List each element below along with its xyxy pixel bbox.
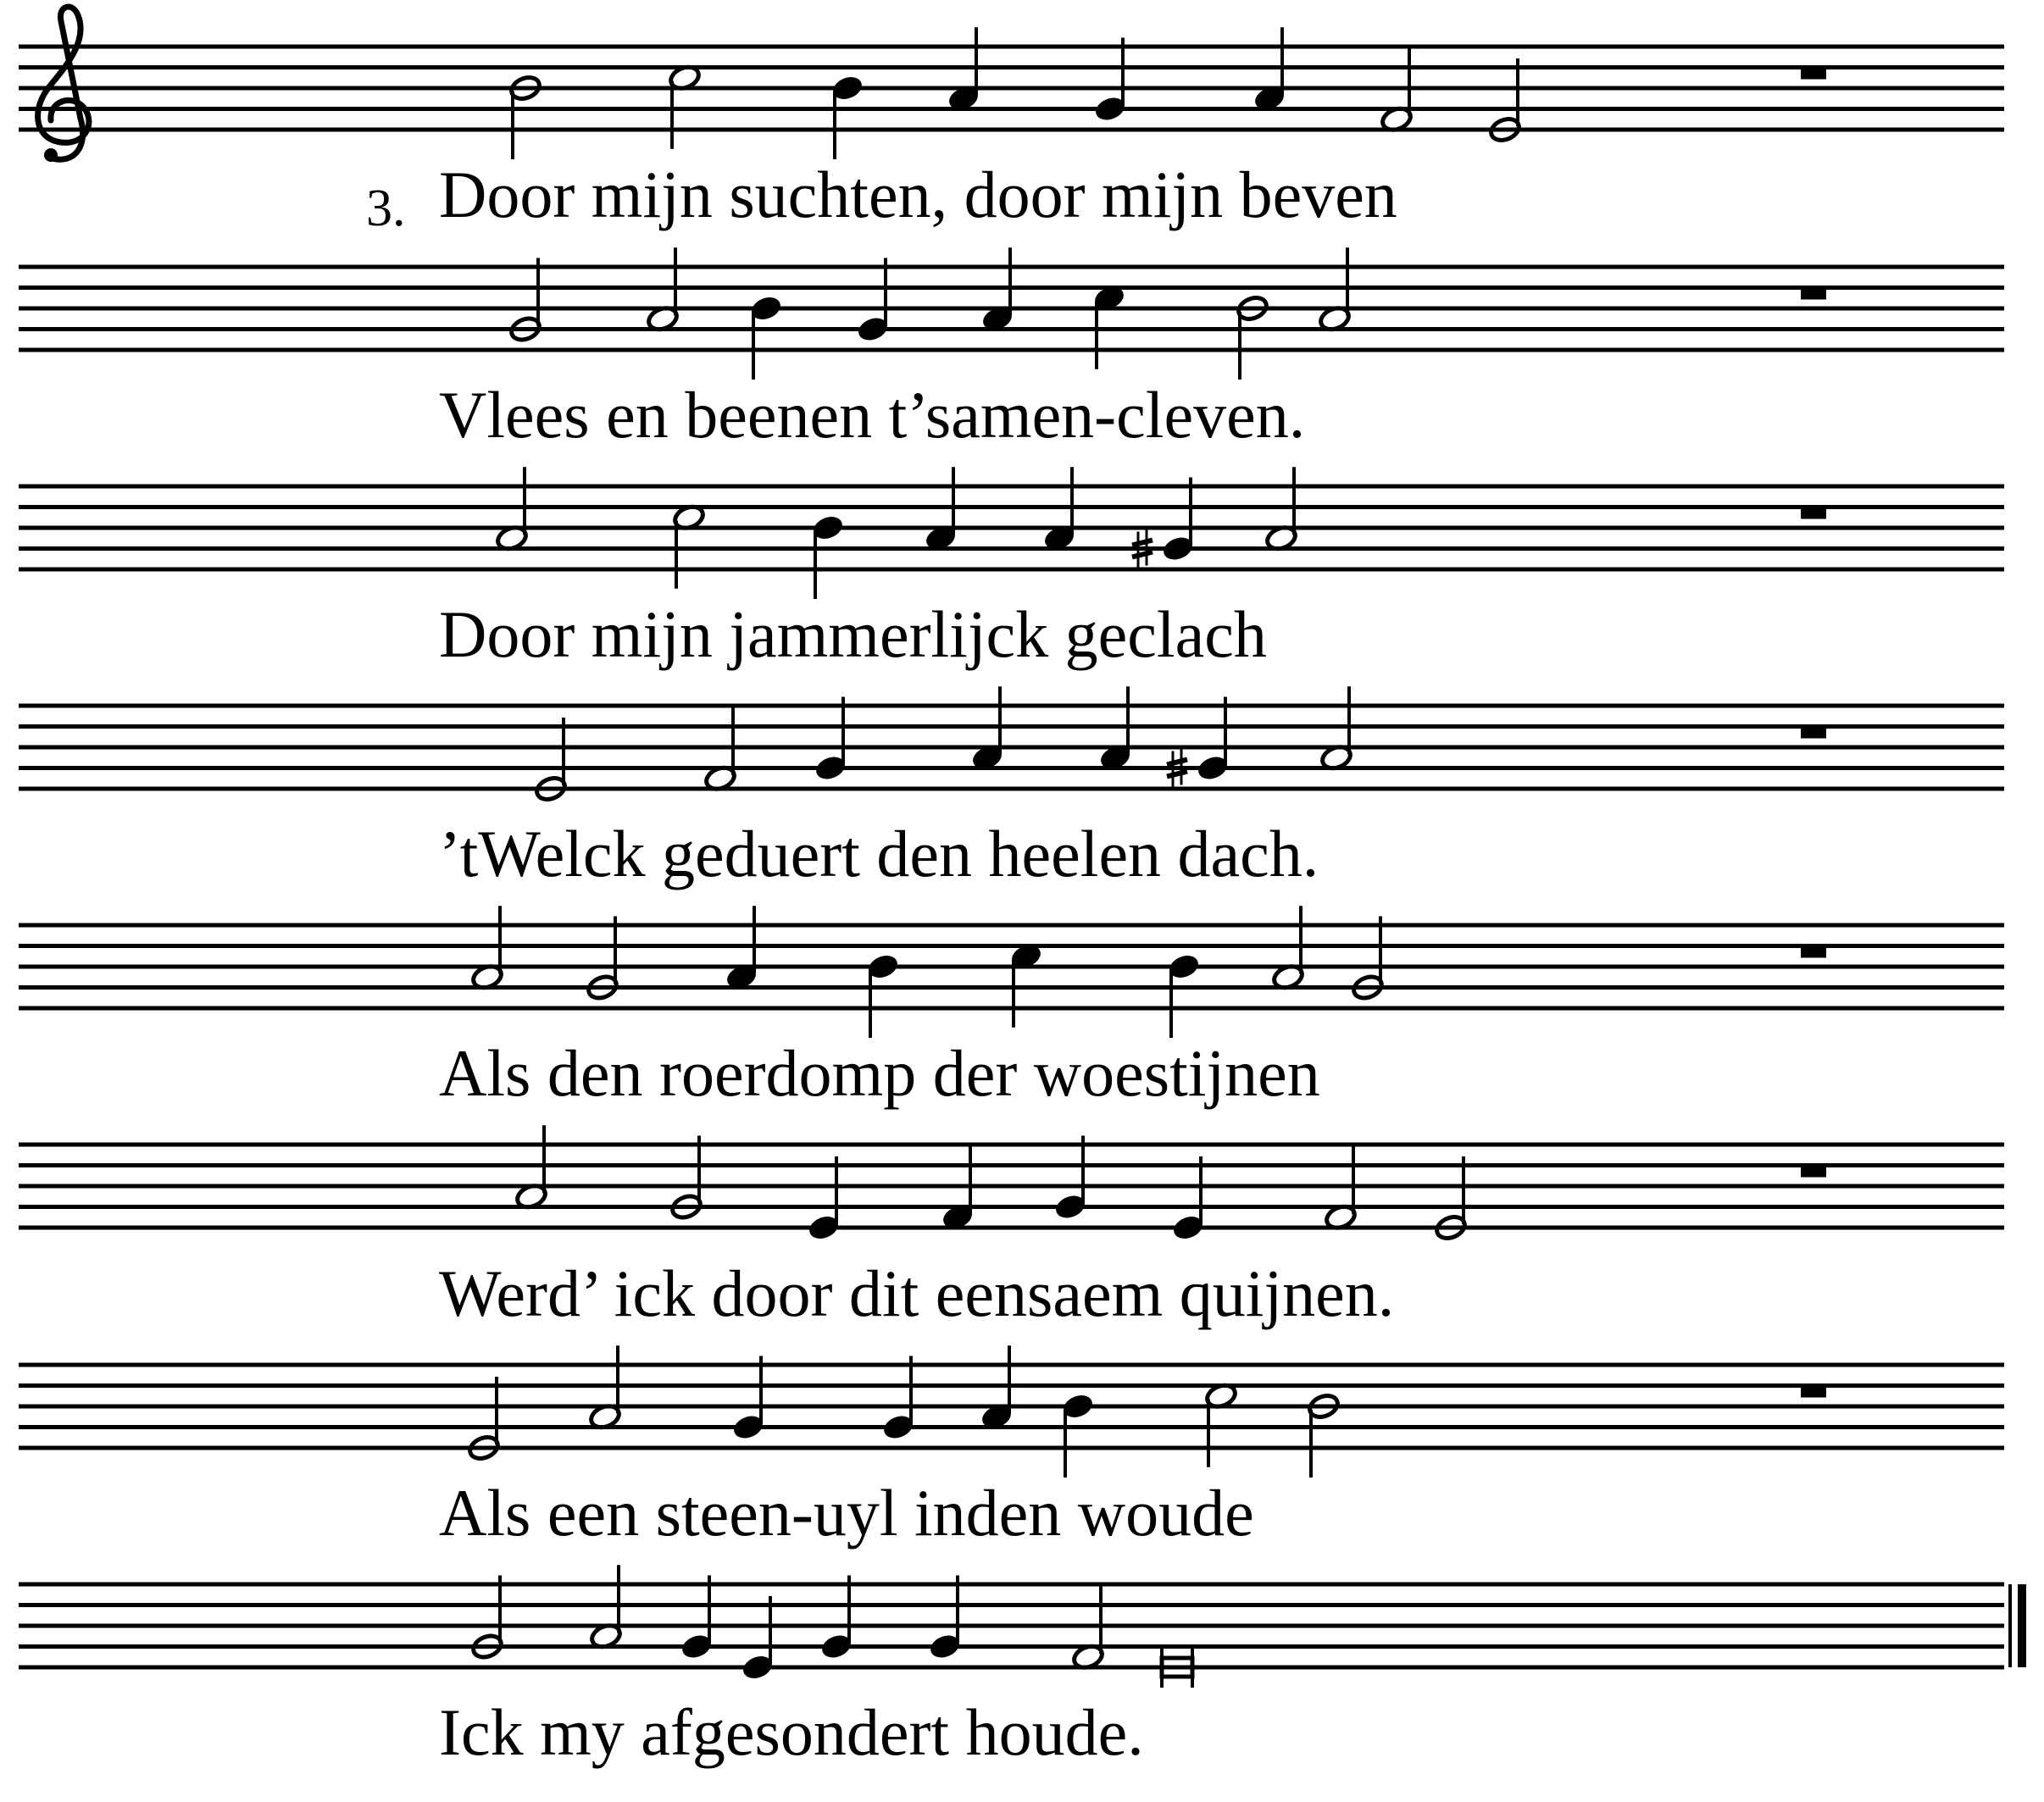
staff	[19, 1365, 2004, 1448]
note	[589, 1565, 623, 1650]
note	[866, 952, 900, 1038]
sharp-icon	[1132, 541, 1153, 546]
note	[1132, 478, 1195, 569]
note	[749, 294, 783, 380]
rest-icon	[1801, 69, 1826, 80]
note	[1053, 1136, 1087, 1222]
note	[1071, 1586, 1105, 1672]
rest-icon	[1801, 729, 1826, 739]
lyric-line-1: Door mijn suchten, door mijn beven	[439, 158, 1397, 231]
rest-icon	[1801, 948, 1826, 958]
note	[725, 906, 758, 991]
sharp-icon	[1167, 772, 1187, 777]
lyric-line-5: Als den roerdomp der woestijnen	[439, 1036, 1320, 1110]
note	[881, 1356, 915, 1442]
lyric-line-7: Als een steen-uyl inden woude	[439, 1476, 1254, 1550]
note	[1061, 1392, 1095, 1478]
note	[924, 467, 958, 552]
rest-icon	[1801, 290, 1826, 300]
rest-icon	[1801, 1388, 1826, 1398]
note	[856, 258, 890, 344]
staff	[19, 925, 2004, 1008]
note	[819, 1576, 853, 1661]
note	[495, 467, 529, 552]
note	[1167, 697, 1230, 789]
note	[470, 906, 504, 991]
lyric-line-2: Vlees en beenen t’samen-cleven.	[439, 378, 1306, 452]
note	[672, 503, 706, 589]
note	[1380, 48, 1414, 134]
staff	[19, 47, 2004, 130]
note	[1264, 467, 1298, 552]
staff	[19, 486, 2004, 569]
rest-icon	[1801, 1167, 1826, 1178]
treble-clef-icon	[38, 7, 89, 162]
note	[1271, 906, 1305, 991]
lyric-line-8: Ick my afgesondert houde.	[439, 1695, 1144, 1769]
note	[514, 1125, 548, 1211]
sharp-icon	[1132, 552, 1153, 557]
note	[1093, 38, 1127, 124]
note	[731, 1356, 765, 1442]
note	[1042, 467, 1076, 552]
note	[947, 27, 980, 113]
note	[830, 74, 864, 159]
note	[588, 1345, 622, 1431]
note	[1324, 1146, 1358, 1232]
lyric-line-4: ’tWelck geduert den heelen dach.	[439, 817, 1319, 890]
staff	[19, 706, 2004, 789]
rest-icon	[1801, 509, 1826, 519]
note	[1319, 686, 1353, 772]
note	[1171, 1156, 1205, 1242]
staff	[19, 1145, 2004, 1228]
staff	[19, 1584, 2026, 1667]
note	[668, 64, 702, 149]
note	[928, 1576, 962, 1661]
note	[941, 1146, 975, 1232]
note	[814, 697, 847, 783]
note	[1098, 686, 1132, 772]
sharp-icon	[1167, 760, 1187, 765]
note	[980, 1345, 1014, 1431]
note	[1092, 284, 1126, 369]
lyric-line-6: Werd’ ick door dit eensaem quijnen.	[439, 1256, 1395, 1330]
verse-number: 3.	[366, 180, 406, 237]
lyric-line-3: Door mijn jammerlijck geclach	[439, 597, 1267, 671]
note	[703, 707, 737, 793]
note	[811, 513, 845, 599]
final-barline	[2018, 1584, 2026, 1667]
note	[741, 1596, 775, 1682]
note	[646, 247, 680, 333]
note	[1204, 1382, 1238, 1467]
note	[970, 686, 1004, 772]
note	[1009, 942, 1043, 1028]
note	[1318, 247, 1352, 333]
note	[680, 1576, 714, 1661]
note	[980, 247, 1014, 333]
note	[1253, 27, 1286, 113]
note	[807, 1156, 841, 1242]
note	[1167, 952, 1201, 1038]
